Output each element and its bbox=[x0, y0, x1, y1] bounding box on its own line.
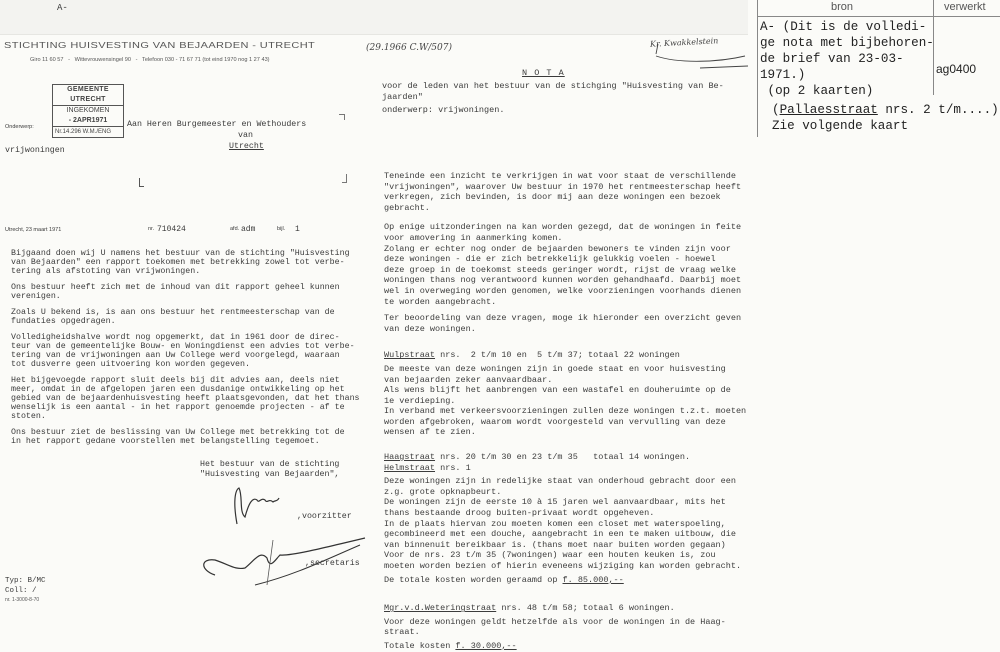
window-corner-mark bbox=[139, 178, 144, 187]
spacer bbox=[11, 421, 360, 428]
text-line: Teneinde een inzicht te verkrijgen in wat voor staat de verschillende bbox=[384, 171, 736, 181]
text-line: verenigen. bbox=[11, 292, 61, 301]
coll: Coll: / bbox=[5, 587, 37, 595]
text-line: van bejaarden zeker aanvaardbaar. bbox=[384, 374, 553, 385]
stamp-line-2: INGEKOMEN bbox=[66, 107, 110, 114]
closing-line-1: Het bestuur van de stichting bbox=[200, 460, 340, 469]
card-header-processed: verwerkt bbox=[944, 1, 986, 13]
received-stamp bbox=[52, 84, 124, 138]
role-secretary: ,secretaris bbox=[305, 559, 360, 568]
place-date bbox=[5, 225, 61, 234]
street-section bbox=[384, 603, 746, 651]
spacer bbox=[11, 276, 360, 283]
stamp-line-1: GEMEENTE UTRECHT bbox=[53, 85, 123, 106]
text-line: In de plaats hiervan zou moeten komen een closet met waterspoeling, bbox=[384, 518, 726, 529]
street-name: Mgr.v.d.Weteringstraat bbox=[384, 603, 497, 614]
spacer bbox=[11, 369, 360, 376]
afd-value: adm bbox=[241, 225, 256, 234]
stamp-line-3: - 2APR1971 bbox=[68, 117, 108, 124]
cost-amount: f. 30.000,-- bbox=[455, 640, 517, 651]
card-border-left bbox=[757, 0, 758, 137]
text-line: Ons bestuur heeft zich met de inhoud van dit rapport geheel kunnen bbox=[11, 283, 340, 292]
spacer bbox=[11, 326, 360, 333]
handwritten-underline bbox=[640, 42, 750, 72]
nr-value: 710424 bbox=[157, 225, 186, 234]
recipient-line: jaarden" bbox=[382, 91, 423, 102]
text-line: In verband met verkeersvoorzieningen zullen deze woningen t.z.t. moeten bbox=[384, 406, 747, 417]
street-heading bbox=[384, 463, 746, 474]
card-source-line: ge nota met bijbehoren- bbox=[760, 36, 934, 50]
text-line: van deze woningen. bbox=[384, 323, 476, 334]
text-line: deze groep in de toekomst steeds geringer wordt, rijst de vraag welke bbox=[384, 264, 736, 275]
text-line: Ons bestuur ziet de beslissing van Uw College met betrekking tot de bbox=[11, 428, 345, 437]
paragraph bbox=[11, 428, 360, 446]
card-note-street: Pallaesstraat bbox=[779, 103, 878, 117]
spacer bbox=[384, 213, 746, 222]
street-details: nrs. 48 t/m 58; totaal 6 woningen. bbox=[496, 603, 675, 614]
handwritten-initials: Kr. Kwakkelstein bbox=[649, 36, 719, 49]
text-line: moeten worden bezien of hierin eveneens wijziging kan worden gebracht. bbox=[384, 561, 742, 571]
street-details: nrs. 1 bbox=[435, 462, 471, 473]
typist: Typ: B/MC bbox=[5, 577, 46, 585]
text-line: gebied van de bejaardenhuisvesting heeft plaatsgevonden, dat het thans bbox=[11, 394, 360, 403]
cost-label: De totale kosten worden geraamd op bbox=[384, 574, 563, 585]
card-processed-code: ag0400 bbox=[936, 62, 977, 76]
card-source-text bbox=[760, 19, 934, 99]
letterhead-title: STICHTING HUISVESTING VAN BEJAARDEN - UTRECHT bbox=[4, 41, 316, 50]
street-name: Helmstraat bbox=[384, 462, 436, 473]
text-line: Ter beoordeling van deze vragen, moge ik hieronder een overzicht geven bbox=[384, 313, 742, 324]
text-line: "vrijwoningen", waarover Uw bestuur in 1970 het rentmeesterschap heeft bbox=[384, 181, 742, 192]
spacer bbox=[384, 334, 746, 350]
text-line: Zolang er echter nog onder de bejaarden bewoners te vinden zijn voor bbox=[384, 243, 731, 254]
card-source-line: (op 2 kaarten) bbox=[760, 84, 874, 98]
text-line: gebracht. bbox=[384, 202, 430, 213]
text-line: 1e verdieping. bbox=[384, 395, 456, 406]
cost-amount: f. 85.000,-- bbox=[562, 574, 624, 585]
place-date-text: Utrecht, 23 maart 1971 bbox=[5, 227, 62, 233]
text-line: Het bijgevoegde rapport sluit deels bij dit advies aan, deels niet bbox=[11, 376, 340, 385]
text-line: tering als afstoting van vrijwoningen. bbox=[11, 267, 201, 276]
text-line: Bijgaand doen wij U namens het bestuur van de stichting "Huisvesting bbox=[11, 249, 350, 258]
text-line: Zoals U bekend is, is aan ons bestuur het rentmeesterschap van de bbox=[11, 308, 335, 317]
text-line: Op enige uitzonderingen na kan worden gezegd, dat de woningen in feite bbox=[384, 222, 742, 233]
closing-line-2: "Huisvesting van Bejaarden", bbox=[200, 470, 340, 479]
cost-label: Totale kosten bbox=[384, 640, 456, 651]
paragraph bbox=[11, 376, 360, 428]
scan-header-band bbox=[0, 0, 748, 35]
street-heading bbox=[384, 452, 746, 463]
nr-label: nr. bbox=[148, 226, 155, 232]
nota-title: N O T A bbox=[522, 68, 565, 78]
recipient-line: voor de leden van het bestuur van de stichging "Huisvesting van Be- bbox=[382, 81, 724, 91]
role-chair: ,voorzitter bbox=[297, 512, 352, 521]
text-line: van Bejaarden" een rapport toekomen met betrekking zowel tot verbe- bbox=[11, 258, 345, 267]
card-header-source: bron bbox=[831, 1, 854, 13]
addressee-line-2: van bbox=[238, 131, 253, 140]
text-line: in het rapport gedane voorstellen met belangstelling tegemoet. bbox=[11, 437, 320, 446]
street-heading bbox=[384, 350, 746, 361]
card-source-line: de brief van 23-03- bbox=[760, 52, 904, 66]
paragraph bbox=[11, 308, 360, 333]
paragraph bbox=[384, 222, 746, 313]
nota-body bbox=[384, 171, 746, 652]
text-line: De meeste van deze woningen zijn in goede staat en voor huisvesting bbox=[384, 363, 726, 374]
text-line: tering van de vrijwoningen aan Uw College werd voorgelegd, waaraan bbox=[11, 351, 340, 360]
letter-body bbox=[11, 249, 360, 446]
addressee-line-1: Aan Heren Burgemeester en Wethouders bbox=[127, 120, 307, 129]
subject-value: vrijwoningen bbox=[5, 146, 65, 155]
handwritten-reference: (29.1966 C.W/507) bbox=[366, 43, 452, 53]
text-line: De woningen zijn de eerste 10 à 15 jaren wel aanvaardbaar, mits het bbox=[384, 497, 726, 508]
spacer bbox=[384, 438, 746, 452]
letterhead-subline: Giro 11 60 57 - Wittevrouwensingel 90 - Telefoon 030 - 71 67 71 (tot eind 1970 nog 1 27 43) bbox=[30, 57, 270, 63]
text-line: gecombineerd met een douche, aangebracht in een te maken uitbouw, die bbox=[384, 529, 736, 540]
text-line: stoten. bbox=[11, 412, 46, 421]
bijl-value: 1 bbox=[295, 225, 300, 234]
window-corner-mark bbox=[342, 174, 347, 183]
nota-subject: onderwerp: vrijwoningen. bbox=[382, 105, 505, 115]
street-details: nrs. 20 t/m 30 en 23 t/m 35 totaal 14 woningen. bbox=[435, 452, 691, 463]
text-line: wensen af te zien. bbox=[384, 427, 476, 438]
text-line: woningen thans nog verantwoord kunnen worden gehandhaafd. Daarbij moet bbox=[384, 275, 742, 286]
bijl-label: bijl. bbox=[277, 226, 286, 232]
card-note-line-1: (Pallaesstraat nrs. 2 t/m....) bbox=[772, 103, 999, 117]
text-line: teur van de gemeentelijke Bouw- en Woningdienst een advies tot verbe- bbox=[11, 342, 355, 351]
text-line: meer, omdat in de afgelopen jaren een dusdanige ontwikkeling op het bbox=[11, 385, 345, 394]
text-line: Als wens blijft het aanbrengen van een wastafel en douheruimte op de bbox=[384, 385, 731, 396]
text-line: Voor de nrs. 23 t/m 35 (7woningen) waar een houten keuken is, zou bbox=[384, 550, 716, 561]
paragraph bbox=[384, 171, 746, 222]
text-line: voor amovering in aanmerking komen. bbox=[384, 232, 563, 243]
card-source-line: 1971.) bbox=[760, 68, 806, 82]
street-heading bbox=[384, 603, 746, 614]
text-line: fundaties opgedragen. bbox=[11, 317, 116, 326]
form-code: nr. 1-3000-8-70 bbox=[5, 597, 40, 603]
card-note-line-2: Zie volgende kaart bbox=[772, 119, 909, 133]
text-line: Volledigheidshalve wordt nog opgemerkt, dat in 1961 door de direc- bbox=[11, 333, 340, 342]
paragraph bbox=[11, 249, 360, 283]
text-line: Deze woningen zijn in redelijke staat van onderhoud gebracht door een bbox=[384, 476, 736, 487]
text-line: straat. bbox=[384, 627, 420, 638]
chair-signature bbox=[225, 482, 295, 527]
card-note-rest: nrs. 2 t/m....) bbox=[877, 103, 999, 117]
street-section bbox=[384, 350, 746, 452]
text-line: wenselijk is een aantal - in het rapport genoemde projecten - af te bbox=[11, 403, 345, 412]
window-corner-mark bbox=[339, 114, 345, 120]
paragraph bbox=[384, 313, 746, 350]
street-name: Haagstraat bbox=[384, 452, 436, 463]
paragraph bbox=[11, 283, 360, 308]
addressee-line-3: Utrecht bbox=[229, 142, 264, 151]
text-line: van binnenuit bereikbaar is. (thans moet naar buiten worden gegaan) bbox=[384, 539, 726, 550]
card-source-line: A- (Dit is de volledi- bbox=[760, 20, 927, 34]
paragraph bbox=[11, 333, 360, 376]
subject-label: Onderwerp: bbox=[5, 124, 34, 130]
street-name: Wulpstraat bbox=[384, 350, 436, 361]
cost-total bbox=[384, 641, 746, 652]
header-mark: A- bbox=[57, 3, 68, 13]
text-line: deze woningen - die er zich betrekkelijk gelukkig voelen - hoewel bbox=[384, 254, 716, 265]
card-header-rule bbox=[757, 16, 1000, 17]
text-line: Voor deze woningen geldt hetzelfde als voor de woningen in de Haag- bbox=[384, 616, 726, 627]
spacer bbox=[384, 585, 746, 603]
text-line: wel in overweging worden genomen, welke voorzieningen voorhands dienen bbox=[384, 285, 742, 296]
text-line: worden afgebroken, waarom wordt voorgesteld van vervulling van deze bbox=[384, 416, 726, 427]
text-line: tot dusverre geen uitvoering kon worden gegeven. bbox=[11, 360, 250, 369]
text-line: thans bestaande droog buiten-privaat wordt opgeheven. bbox=[384, 508, 655, 519]
text-line: verkregen, zich bevinden, is door mij aan deze woningen een bezoek bbox=[384, 192, 721, 203]
text-line: z.g. grote opknapbeurt. bbox=[384, 486, 502, 497]
cost-total bbox=[384, 575, 746, 586]
spacer bbox=[11, 301, 360, 308]
street-details: nrs. 2 t/m 10 en 5 t/m 37; totaal 22 woningen bbox=[435, 350, 680, 361]
text-line: te worden aangebracht. bbox=[384, 296, 497, 307]
street-section bbox=[384, 452, 746, 603]
nota-recipients bbox=[382, 81, 724, 102]
stamp-line-4: Nr.14.296 W.M./ENG bbox=[53, 126, 123, 137]
afd-label: afd. bbox=[230, 226, 240, 232]
